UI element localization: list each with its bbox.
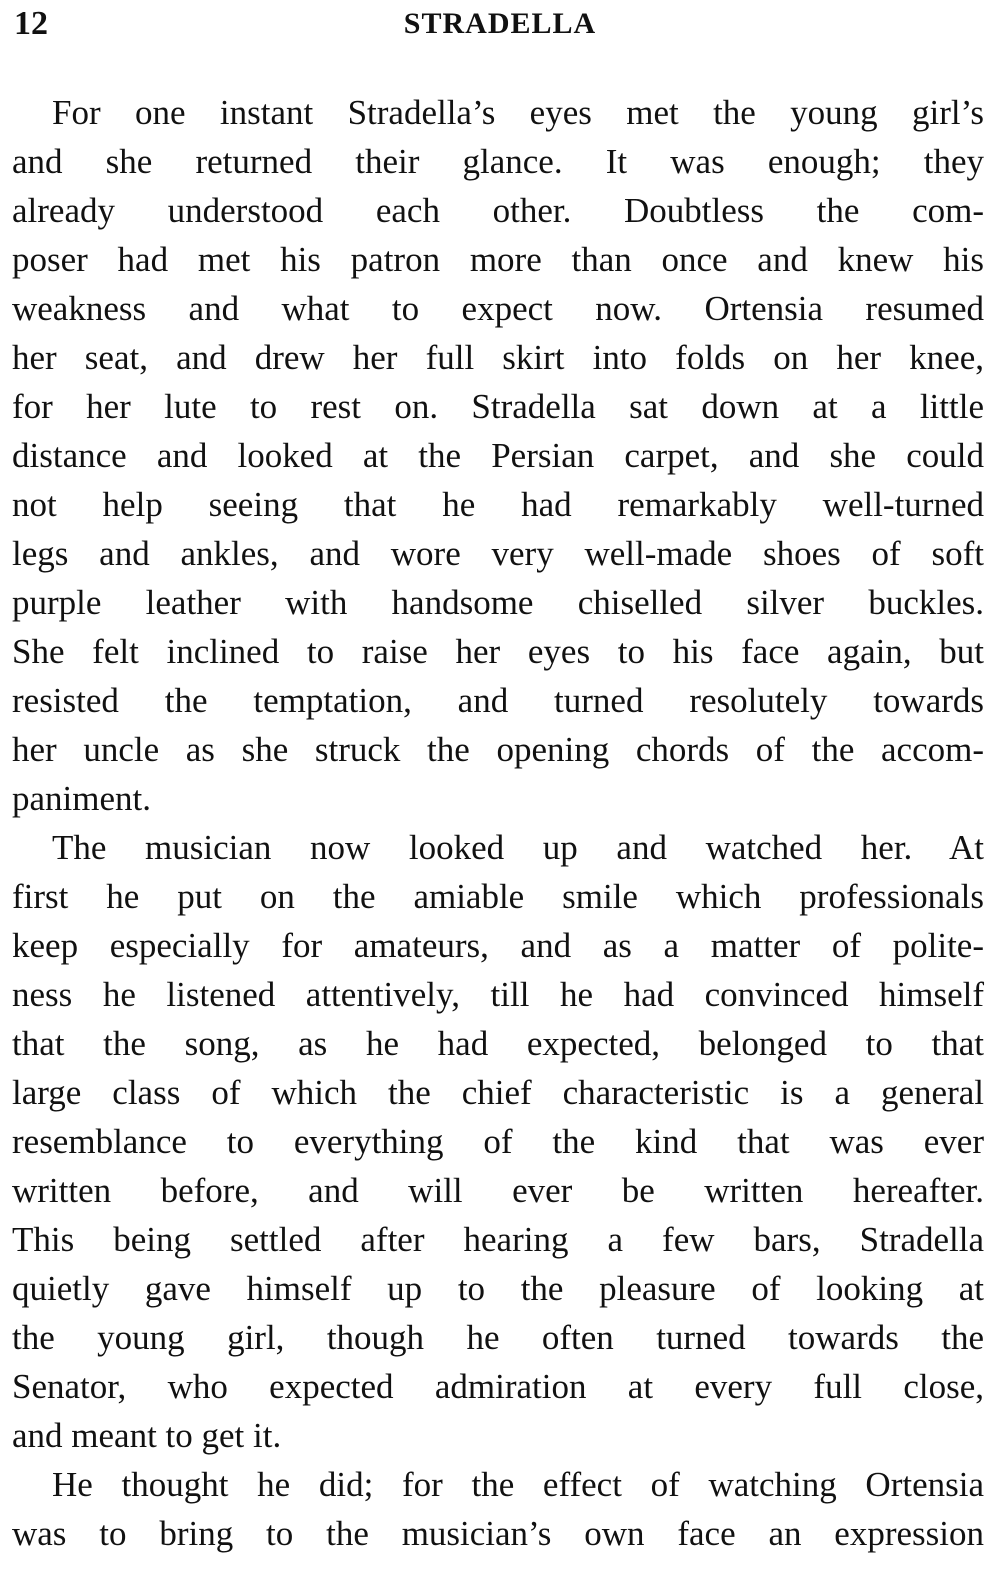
text-line: not help seeing that he had remarkably well-turned (12, 485, 984, 524)
text-line: weakness and what to expect now. Ortensia resumed (12, 289, 984, 328)
text-line: already understood each other. Doubtless the com- (12, 191, 984, 230)
text-line: This being settled after hearing a few bars, Stradella (12, 1220, 984, 1259)
running-head (14, 4, 986, 48)
text-line: her seat, and drew her full skirt into folds on her knee, (12, 338, 984, 377)
text-line: purple leather with handsome chiselled silver buckles. (12, 583, 984, 622)
text-line: The musician now looked up and watched her. At (52, 828, 984, 867)
text-line: her uncle as she struck the opening chords of the accom- (12, 730, 984, 769)
text-line: She felt inclined to raise her eyes to his face again, but (12, 632, 984, 671)
text-line: resisted the temptation, and turned resolutely towards (12, 681, 984, 720)
running-title: STRADELLA (403, 7, 597, 40)
text-line: keep especially for amateurs, and as a matter of polite- (12, 926, 984, 965)
text-line: ness he listened attentively, till he had convinced himself (12, 975, 984, 1014)
text-line: the young girl, though he often turned towards the (12, 1318, 984, 1357)
text-line: Senator, who expected admiration at every full close, (12, 1367, 984, 1406)
text-line: quietly gave himself up to the pleasure of looking at (12, 1269, 984, 1308)
text-line: and she returned their glance. It was enough; they (12, 142, 984, 181)
text-line: distance and looked at the Persian carpet, and she could (12, 436, 984, 475)
text-line: for her lute to rest on. Stradella sat down at a little (12, 387, 984, 426)
text-line: large class of which the chief characteristic is a general (12, 1073, 984, 1112)
text-line: written before, and will ever be written hereafter. (12, 1171, 984, 1210)
text-line: that the song, as he had expected, belonged to that (12, 1024, 984, 1063)
text-line: For one instant Stradella’s eyes met the young girl’s (52, 93, 984, 132)
text-line: and meant to get it. (12, 1416, 282, 1455)
text-line: poser had met his patron more than once and knew his (12, 240, 984, 279)
page-number: 12 (14, 5, 48, 42)
body-text (12, 88, 984, 1558)
text-line: He thought he did; for the effect of watching Ortensia (52, 1465, 984, 1504)
text-line: paniment. (12, 779, 151, 818)
text-line: was to bring to the musician’s own face an expression (12, 1514, 984, 1553)
text-line: first he put on the amiable smile which professionals (12, 877, 984, 916)
text-line: resemblance to everything of the kind that was ever (12, 1122, 984, 1161)
text-line: legs and ankles, and wore very well-made shoes of soft (12, 534, 984, 573)
